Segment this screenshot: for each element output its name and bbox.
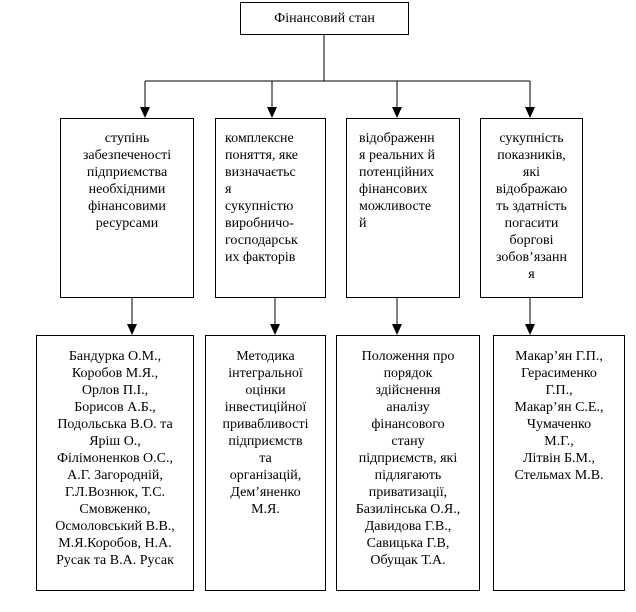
authors-text-2: Методика інтегральної оцінки інвестиційної привабливості підприємств та організацій, Дем’яненко М.Я.: [222, 349, 309, 517]
definition-box-1: [60, 118, 194, 298]
definition-box-2: [215, 118, 326, 298]
authors-box-3: [336, 335, 480, 591]
arrowhead-8: [525, 324, 535, 335]
arrowhead-6: [270, 324, 280, 335]
authors-text-1: Бандурка О.М., Коробов М.Я., Орлов П.І., Борисов А.Б., Подольська В.О. та Яріш О., Філімоненков О.С., А.Г. Загородній, Г.Л.Вознюк, Т.С. Смовженко, Осмоловський В.В., М.Я.Коробов, Н.А. Русак та В.А. Русак: [55, 349, 175, 568]
arrowhead-5: [127, 324, 137, 335]
authors-box-2: [205, 335, 326, 591]
authors-text-3: Положення про порядок здійснення аналізу фінансового стану підприємств, які підлягають приватизації, Базилінська О.Я., Давидова Г.В., Савицька Г.В, Обущак Т.А.: [355, 349, 461, 568]
arrowhead-4: [525, 107, 535, 118]
arrowhead-2: [267, 107, 277, 118]
financial-state-box: [240, 2, 409, 35]
authors-text-4: Макар’ян Г.П., Герасименко Г.П., Макар’ян С.Е., Чумаченко М.Г., Літвін Б.М., Стельмах М.В.: [514, 349, 604, 483]
arrowhead-3: [392, 107, 402, 118]
arrowhead-1: [140, 107, 150, 118]
definition-text-2: комплексне поняття, яке визначаєтьс я сукупністю виробничо- господарськ их факторів: [225, 131, 299, 265]
definition-text-4: сукупність показників, які відображаю ть здатність погасити боргові зобов’язанн я: [495, 131, 568, 282]
authors-box-4: [493, 335, 625, 591]
authors-box-1: [36, 335, 194, 591]
definition-box-4: [480, 118, 583, 298]
definition-text-3: відображенн я реальних й потенційних фінансових можливосте й: [359, 131, 436, 231]
definition-text-1: ступінь забезпеченості підприємства необхідними фінансовими ресурсами: [82, 131, 172, 231]
financial-state-title: Фінансовий стан: [274, 11, 375, 26]
arrowhead-7: [392, 324, 402, 335]
definition-box-3: [346, 118, 460, 298]
